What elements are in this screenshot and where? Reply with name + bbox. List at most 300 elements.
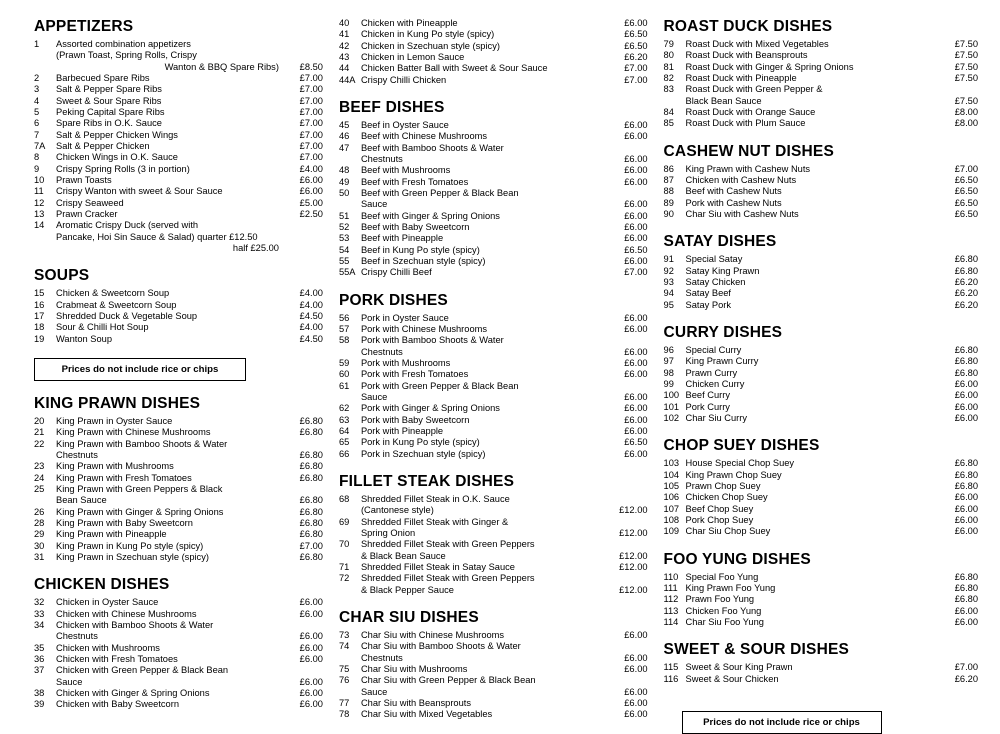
item-name: Char Siu with Green Pepper & Black Bean bbox=[360, 675, 536, 686]
item-price: £6.50 bbox=[624, 244, 648, 255]
menu-item-row bbox=[339, 437, 648, 448]
item-name: King Prawn with Bamboo Shoots & Water bbox=[56, 438, 228, 449]
menu-item-row bbox=[34, 107, 323, 118]
item-number: 103 bbox=[663, 458, 680, 469]
item-number: 112 bbox=[663, 594, 679, 605]
item-name: Crispy Spring Rolls (3 in portion) bbox=[56, 163, 190, 174]
item-price: £7.50 bbox=[954, 50, 979, 61]
item-number: 21 bbox=[34, 427, 45, 438]
menu-item-row bbox=[34, 552, 323, 563]
item-name: Chicken with Mushrooms bbox=[56, 642, 160, 653]
item-name-continuation: (Cantonese style) bbox=[360, 505, 434, 516]
item-price: £6.80 bbox=[299, 427, 323, 438]
menu-item-row bbox=[34, 198, 323, 209]
menu-item-row bbox=[339, 75, 648, 86]
menu-item-row bbox=[339, 539, 648, 550]
item-number-spacer bbox=[339, 551, 361, 562]
item-number: 94 bbox=[663, 288, 674, 299]
item-price: £6.20 bbox=[954, 299, 979, 310]
item-name: Pork in Kung Po style (spicy) bbox=[360, 437, 480, 448]
menu-item-subrow bbox=[339, 551, 648, 562]
item-price: £7.00 bbox=[954, 163, 979, 174]
item-price: £6.80 bbox=[299, 551, 323, 562]
menu-item-row bbox=[339, 18, 648, 29]
menu-item-table bbox=[664, 254, 978, 311]
item-name: Char Siu Foo Yung bbox=[685, 617, 764, 628]
item-number: 65 bbox=[338, 437, 350, 448]
menu-item-row bbox=[664, 300, 978, 311]
item-price: £5.00 bbox=[299, 197, 323, 208]
item-name: Crispy Wanton with sweet & Sour Sauce bbox=[56, 186, 223, 197]
item-number-spacer bbox=[339, 392, 361, 403]
menu-item-row bbox=[339, 562, 648, 573]
menu-item-row bbox=[339, 222, 648, 233]
item-price: £6.00 bbox=[624, 709, 648, 720]
item-name: Chicken in Kung Po style (spicy) bbox=[360, 29, 495, 40]
menu-item-row bbox=[339, 256, 648, 267]
menu-item-table bbox=[664, 164, 978, 221]
item-number-spacer bbox=[339, 505, 361, 516]
item-name: Shredded Duck & Vegetable Soup bbox=[56, 310, 198, 321]
item-number: 106 bbox=[663, 492, 680, 503]
item-name: Chicken with Ginger & Spring Onions bbox=[56, 687, 210, 698]
item-number: 95 bbox=[663, 299, 674, 310]
item-name: Shredded Fillet Steak in Satay Sauce bbox=[360, 561, 515, 572]
item-name: Pork with Mushrooms bbox=[360, 357, 451, 368]
item-number: 52 bbox=[338, 221, 350, 232]
item-name: King Prawn with Fresh Tomatoes bbox=[56, 472, 192, 483]
menu-item-row bbox=[664, 288, 978, 299]
item-number: 7A bbox=[34, 141, 46, 151]
item-price: £6.00 bbox=[624, 369, 648, 380]
item-name: Barbecued Spare Ribs bbox=[56, 73, 150, 84]
item-price: £6.20 bbox=[624, 51, 648, 62]
item-name: Sweet & Sour Chicken bbox=[685, 673, 779, 684]
section-title: SWEET & SOUR DISHES bbox=[663, 641, 850, 659]
menu-item-row bbox=[34, 507, 323, 518]
menu-section bbox=[339, 18, 648, 86]
section-title: CASHEW NUT DISHES bbox=[663, 142, 834, 160]
item-name-continuation: Chestnuts bbox=[360, 154, 403, 164]
item-name: Shredded Fillet Steak with Green Peppers bbox=[360, 573, 535, 584]
menu-item-table bbox=[34, 597, 323, 710]
item-number: 38 bbox=[34, 687, 45, 698]
menu-item-row bbox=[34, 473, 323, 484]
item-price-continuation: £12.00 bbox=[619, 550, 648, 561]
item-number: 46 bbox=[338, 131, 350, 142]
item-number: 3 bbox=[34, 84, 40, 95]
item-price bbox=[934, 84, 978, 95]
item-number: 79 bbox=[663, 39, 674, 50]
item-number: 59 bbox=[338, 357, 350, 368]
menu-item-table bbox=[664, 572, 978, 629]
item-name: Beef Chop Suey bbox=[685, 503, 754, 514]
menu-item-row bbox=[339, 143, 648, 154]
item-price: £7.00 bbox=[299, 84, 323, 95]
menu-item-row bbox=[34, 609, 323, 620]
item-name: King Prawn in Kung Po style (spicy) bbox=[56, 540, 204, 551]
menu-item-row bbox=[34, 175, 323, 186]
item-number: 92 bbox=[663, 265, 674, 276]
item-number: 48 bbox=[338, 165, 350, 176]
menu-item-row bbox=[34, 130, 323, 141]
item-number: 9 bbox=[34, 163, 40, 174]
menu-item-row bbox=[664, 390, 978, 401]
menu-item-table bbox=[664, 345, 978, 424]
item-name-continuation: Chestnuts bbox=[360, 652, 403, 663]
item-number: 14 bbox=[34, 220, 45, 231]
item-price: £6.00 bbox=[624, 176, 648, 187]
menu-item-row bbox=[339, 177, 648, 188]
menu-item-row bbox=[664, 674, 978, 685]
item-number: 110 bbox=[663, 571, 679, 582]
section-title: CHICKEN DISHES bbox=[34, 576, 170, 594]
item-name: Pork Chop Suey bbox=[685, 515, 754, 526]
item-name: Pork Curry bbox=[685, 401, 730, 412]
item-number: 58 bbox=[338, 335, 350, 346]
menu-item-row bbox=[34, 84, 323, 95]
item-price: £7.00 bbox=[954, 662, 979, 673]
item-name-continuation: Chestnuts bbox=[56, 450, 98, 460]
menu-item-row bbox=[34, 665, 323, 676]
item-number: 60 bbox=[338, 369, 350, 380]
menu-section bbox=[34, 18, 323, 254]
item-price: £6.20 bbox=[954, 277, 979, 288]
menu-item-row bbox=[339, 426, 648, 437]
item-price bbox=[604, 494, 648, 505]
item-price bbox=[279, 484, 323, 495]
item-price: £6.80 bbox=[954, 254, 979, 265]
item-number: 17 bbox=[34, 310, 45, 321]
item-price: £6.80 bbox=[299, 506, 323, 517]
item-number: 4 bbox=[34, 95, 40, 106]
item-number: 70 bbox=[338, 539, 350, 550]
item-price: £6.20 bbox=[954, 673, 979, 684]
item-price bbox=[604, 335, 648, 346]
menu-item-row bbox=[34, 518, 323, 529]
item-price-continuation: £12.00 bbox=[619, 584, 648, 595]
section-title: APPETIZERS bbox=[34, 18, 134, 35]
item-name: King Prawn with Cashew Nuts bbox=[685, 163, 811, 174]
item-name: Chicken in Lemon Sauce bbox=[360, 51, 465, 62]
menu-item-row bbox=[34, 209, 323, 220]
section-title: CURRY DISHES bbox=[663, 324, 783, 342]
item-price: £4.00 bbox=[299, 322, 323, 333]
menu-item-row bbox=[34, 427, 323, 438]
item-name: Pork with Bamboo Shoots & Water bbox=[360, 335, 504, 346]
item-number-spacer bbox=[34, 631, 56, 642]
menu-item-subrow bbox=[34, 50, 323, 61]
item-number: 73 bbox=[338, 629, 350, 640]
item-name: Beef with Cashew Nuts bbox=[685, 186, 782, 197]
item-number-spacer bbox=[34, 232, 56, 243]
item-name: King Prawn with Chinese Mushrooms bbox=[56, 427, 211, 438]
item-number: 66 bbox=[338, 448, 350, 459]
menu-item-row bbox=[664, 356, 978, 367]
item-price bbox=[279, 439, 323, 450]
menu-item-row bbox=[34, 439, 323, 450]
item-name-continuation: & Black Bean Sauce bbox=[360, 550, 446, 561]
item-price: £6.80 bbox=[954, 458, 979, 469]
item-name: Assorted combination appetizers bbox=[56, 39, 191, 50]
item-price: £6.00 bbox=[299, 608, 323, 619]
item-number: 51 bbox=[338, 210, 350, 221]
item-price-continuation: £6.00 bbox=[624, 154, 648, 164]
item-number: 26 bbox=[34, 506, 45, 517]
menu-item-row bbox=[664, 164, 978, 175]
item-price: £6.80 bbox=[954, 367, 979, 378]
item-price bbox=[279, 620, 323, 631]
item-number: 19 bbox=[34, 333, 45, 344]
menu-item-row bbox=[339, 267, 648, 278]
item-number: 108 bbox=[663, 515, 680, 526]
item-name: Crabmeat & Sweetcorn Soup bbox=[56, 299, 177, 310]
menu-item-row bbox=[34, 164, 323, 175]
item-number: 75 bbox=[338, 663, 350, 674]
menu-item-row bbox=[664, 481, 978, 492]
menu-item-row bbox=[34, 541, 323, 552]
item-number: 105 bbox=[663, 481, 680, 492]
menu-item-row bbox=[34, 96, 323, 107]
item-price: £7.00 bbox=[299, 95, 323, 106]
menu-item-row bbox=[34, 699, 323, 710]
section-title: KING PRAWN DISHES bbox=[34, 394, 201, 412]
item-name: Chicken Chop Suey bbox=[685, 492, 768, 503]
item-number: 25 bbox=[34, 483, 45, 494]
section-title: ROAST DUCK DISHES bbox=[663, 18, 833, 35]
menu-item-row bbox=[339, 630, 648, 641]
item-name: Pork in Oyster Sauce bbox=[360, 312, 449, 323]
item-name: Chicken with Green Pepper & Black Bean bbox=[56, 665, 229, 676]
menu-section bbox=[34, 576, 323, 710]
menu-item-subrow bbox=[34, 450, 323, 461]
item-name: King Prawn with Green Peppers & Black bbox=[56, 483, 223, 494]
item-price: £6.00 bbox=[299, 699, 323, 710]
item-name: Roast Duck with Mixed Vegetables bbox=[685, 39, 829, 50]
item-number: 74 bbox=[338, 641, 350, 652]
item-price: £6.50 bbox=[954, 209, 979, 220]
section-title: FOO YUNG DISHES bbox=[663, 550, 811, 568]
item-number: 2 bbox=[34, 73, 40, 84]
item-name: House Special Chop Suey bbox=[685, 458, 795, 469]
menu-item-row bbox=[664, 402, 978, 413]
menu-item-table bbox=[339, 120, 648, 279]
item-number: 40 bbox=[338, 18, 350, 28]
item-number: 83 bbox=[663, 84, 674, 95]
item-price: £6.00 bbox=[299, 597, 323, 608]
menu-item-row bbox=[339, 211, 648, 222]
item-price: £7.00 bbox=[299, 118, 323, 129]
item-name-continuation: Sauce bbox=[360, 686, 388, 697]
menu-section bbox=[34, 395, 323, 563]
menu-item-row bbox=[664, 583, 978, 594]
menu-item-row bbox=[339, 675, 648, 686]
menu-item-subrow bbox=[339, 687, 648, 698]
item-price: £6.00 bbox=[299, 653, 323, 664]
item-number-spacer bbox=[339, 347, 361, 358]
item-price: £6.00 bbox=[954, 515, 979, 526]
item-price: £7.50 bbox=[954, 61, 979, 72]
item-name: King Prawn Chop Suey bbox=[685, 469, 782, 480]
menu-item-row bbox=[664, 186, 978, 197]
item-number: 89 bbox=[663, 197, 674, 208]
item-price-continuation: £7.50 bbox=[954, 95, 979, 106]
item-number: 93 bbox=[663, 277, 674, 288]
item-number: 99 bbox=[663, 379, 674, 390]
item-number: 87 bbox=[663, 175, 674, 186]
item-name: Prawn Foo Yung bbox=[685, 594, 755, 605]
item-name-continuation: Sauce bbox=[360, 391, 388, 402]
item-price: £6.50 bbox=[624, 40, 648, 51]
item-price: £4.50 bbox=[299, 310, 323, 321]
item-number: 76 bbox=[338, 675, 350, 686]
menu-item-row bbox=[664, 50, 978, 61]
item-price: £6.00 bbox=[954, 492, 979, 503]
menu-item-row bbox=[339, 358, 648, 369]
item-name: Shredded Fillet Steak with Ginger & bbox=[360, 516, 509, 527]
item-name-continuation: Chestnuts bbox=[56, 631, 98, 642]
menu-item-row bbox=[664, 107, 978, 118]
item-name: Roast Duck with Ginger & Spring Onions bbox=[685, 61, 854, 72]
menu-item-row bbox=[664, 254, 978, 265]
menu-section bbox=[664, 551, 978, 629]
item-number: 55A bbox=[338, 267, 356, 278]
item-number: 39 bbox=[34, 699, 45, 710]
section-title: FILLET STEAK DISHES bbox=[338, 472, 515, 490]
item-number-spacer bbox=[664, 96, 686, 107]
item-price: £6.80 bbox=[954, 583, 979, 594]
item-name: Chicken & Sweetcorn Soup bbox=[56, 288, 170, 299]
menu-item-row bbox=[339, 698, 648, 709]
item-name: Peking Capital Spare Ribs bbox=[56, 107, 165, 118]
item-name: Char Siu Curry bbox=[685, 413, 748, 424]
item-price: £6.50 bbox=[624, 29, 648, 40]
item-price: £6.00 bbox=[299, 174, 323, 185]
item-price bbox=[279, 39, 323, 50]
item-price bbox=[604, 381, 648, 392]
menu-item-row bbox=[664, 62, 978, 73]
menu-item-subrow bbox=[339, 392, 648, 403]
menu-column-2 bbox=[338, 18, 664, 720]
item-number: 54 bbox=[338, 244, 350, 255]
section-title: PORK DISHES bbox=[338, 291, 448, 309]
item-name: Special Satay bbox=[685, 254, 743, 265]
item-name: Satay Chicken bbox=[685, 277, 746, 288]
menu-item-subrow bbox=[339, 585, 648, 596]
item-name-continuation: Wanton & BBQ Spare Ribs) bbox=[164, 61, 279, 72]
item-name: King Prawn with Baby Sweetcorn bbox=[56, 517, 193, 528]
item-price: £7.50 bbox=[954, 73, 979, 84]
item-price: £6.00 bbox=[624, 323, 648, 334]
item-price: £6.00 bbox=[624, 312, 648, 323]
menu-section bbox=[339, 292, 648, 460]
menu-item-row bbox=[664, 379, 978, 390]
menu-item-subrow bbox=[339, 528, 648, 539]
item-number: 84 bbox=[663, 107, 674, 118]
item-number: 42 bbox=[338, 40, 350, 51]
item-price-continuation bbox=[279, 232, 323, 243]
item-number: 35 bbox=[34, 642, 45, 653]
menu-section bbox=[339, 473, 648, 596]
item-price: £6.80 bbox=[299, 529, 323, 540]
item-name: Chicken with Pineapple bbox=[360, 18, 458, 28]
item-price: £7.00 bbox=[299, 129, 323, 140]
menu-item-subrow bbox=[339, 505, 648, 516]
item-name: Salt & Pepper Chicken Wings bbox=[56, 129, 178, 140]
item-number: 22 bbox=[34, 438, 45, 449]
item-number-spacer bbox=[339, 687, 361, 698]
section-title: CHAR SIU DISHES bbox=[338, 608, 479, 626]
item-name: Satay Beef bbox=[685, 288, 732, 299]
item-number: 10 bbox=[34, 174, 45, 185]
item-name: Chicken Wings in O.K. Sauce bbox=[56, 152, 178, 163]
item-price: £7.00 bbox=[624, 74, 648, 85]
menu-item-row bbox=[664, 368, 978, 379]
item-name: Sour & Chilli Hot Soup bbox=[56, 322, 149, 333]
menu-item-row bbox=[339, 664, 648, 675]
menu-item-row bbox=[339, 641, 648, 652]
item-name: Pork with Cashew Nuts bbox=[685, 197, 782, 208]
item-number: 5 bbox=[34, 107, 40, 118]
item-number: 32 bbox=[34, 597, 45, 608]
item-price: £7.00 bbox=[299, 141, 323, 151]
menu-item-subrow bbox=[34, 677, 323, 688]
item-name-continuation: & Black Pepper Sauce bbox=[360, 584, 454, 595]
item-name: Crispy Chilli Chicken bbox=[360, 74, 447, 85]
item-price: £2.50 bbox=[299, 208, 323, 219]
item-name: Salt & Pepper Spare Ribs bbox=[56, 84, 162, 95]
item-price: £6.50 bbox=[624, 437, 648, 448]
item-name: King Prawn in Szechuan style (spicy) bbox=[56, 551, 209, 562]
item-number-spacer bbox=[339, 199, 361, 210]
menu-item-table bbox=[664, 39, 978, 130]
menu-item-row bbox=[664, 345, 978, 356]
item-name: King Prawn in Oyster Sauce bbox=[56, 416, 173, 427]
item-number: 104 bbox=[663, 469, 680, 480]
item-name: Beef with Mushrooms bbox=[360, 165, 451, 176]
menu-item-row bbox=[34, 322, 323, 333]
menu-item-row bbox=[339, 41, 648, 52]
item-number: 50 bbox=[338, 187, 350, 198]
menu-item-row bbox=[664, 470, 978, 481]
item-number-spacer bbox=[34, 677, 56, 688]
item-name: Beef with Green Pepper & Black Bean bbox=[360, 187, 519, 198]
item-price: £6.00 bbox=[299, 642, 323, 653]
item-number: 41 bbox=[338, 29, 350, 40]
item-price-continuation: £6.00 bbox=[624, 652, 648, 663]
menu-item-row bbox=[339, 63, 648, 74]
menu-item-table bbox=[34, 39, 323, 254]
item-number: 101 bbox=[663, 401, 680, 412]
item-number: 37 bbox=[34, 665, 45, 676]
menu-item-row bbox=[34, 39, 323, 50]
item-number: 78 bbox=[338, 709, 350, 720]
item-price: £6.80 bbox=[954, 481, 979, 492]
item-number: 11 bbox=[34, 186, 44, 197]
item-price: £6.80 bbox=[954, 571, 979, 582]
item-price-continuation bbox=[279, 50, 323, 61]
item-price-continuation: £8.50 bbox=[299, 61, 323, 72]
item-name: Char Siu with Beansprouts bbox=[360, 697, 472, 708]
menu-item-subrow bbox=[34, 62, 323, 73]
item-number-spacer bbox=[339, 653, 361, 664]
item-number: 85 bbox=[663, 118, 674, 129]
menu-item-subrow bbox=[34, 243, 323, 254]
item-price: £6.00 bbox=[624, 120, 648, 131]
item-name: Pork with Green Pepper & Black Bean bbox=[360, 380, 519, 391]
menu-item-row bbox=[339, 369, 648, 380]
item-name: Beef Curry bbox=[685, 390, 730, 401]
